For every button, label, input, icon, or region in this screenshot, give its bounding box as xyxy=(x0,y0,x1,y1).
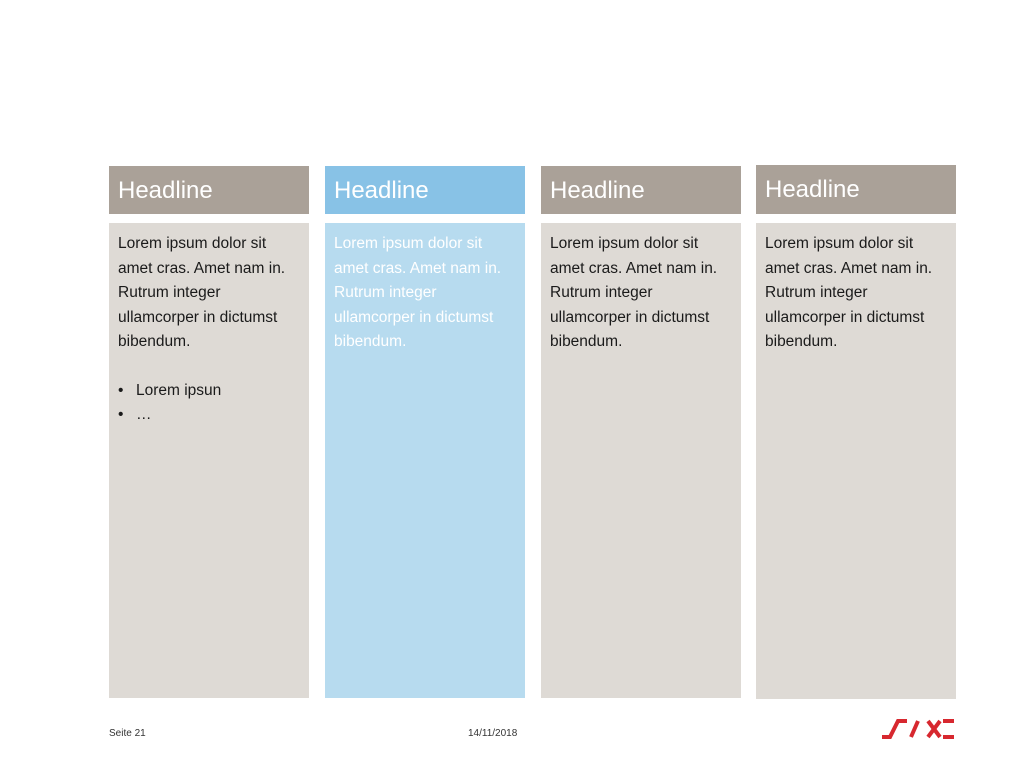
bullet-item xyxy=(118,403,301,428)
column-4-headline: Headline xyxy=(756,165,956,214)
column-1-body xyxy=(109,223,309,698)
six-logo-icon xyxy=(880,718,956,740)
column-3-headline: Headline xyxy=(541,166,741,214)
bullet-text: Lorem ipsun xyxy=(136,381,222,399)
column-3-body xyxy=(541,223,741,698)
column-1-headline: Headline xyxy=(109,166,309,214)
footer-page-number: Seite 21 xyxy=(109,728,146,739)
bullet-item xyxy=(118,379,301,404)
footer-date: 14/11/2018 xyxy=(468,728,518,739)
column-4-text: Lorem ipsum dolor sit amet cras. Amet nam in. Rutrum integer ullamcorper in dictumst bibendum. xyxy=(765,235,933,350)
bullet-icon: • xyxy=(118,406,124,423)
column-2-body xyxy=(325,223,525,698)
column-1-text: Lorem ipsum dolor sit amet cras. Amet nam in. Rutrum integer ullamcorper in dictumst bibendum. xyxy=(118,235,286,350)
bullet-icon: • xyxy=(118,381,124,399)
column-1-bullet-list xyxy=(118,379,301,428)
column-4-body xyxy=(756,223,956,699)
bullet-text: … xyxy=(136,406,152,423)
column-2-text: Lorem ipsum dolor sit amet cras. Amet nam in. Rutrum integer ullamcorper in dictumst bibendum. xyxy=(334,235,502,350)
column-2-headline: Headline xyxy=(325,166,525,214)
column-3-text: Lorem ipsum dolor sit amet cras. Amet nam in. Rutrum integer ullamcorper in dictumst bibendum. xyxy=(550,235,718,350)
